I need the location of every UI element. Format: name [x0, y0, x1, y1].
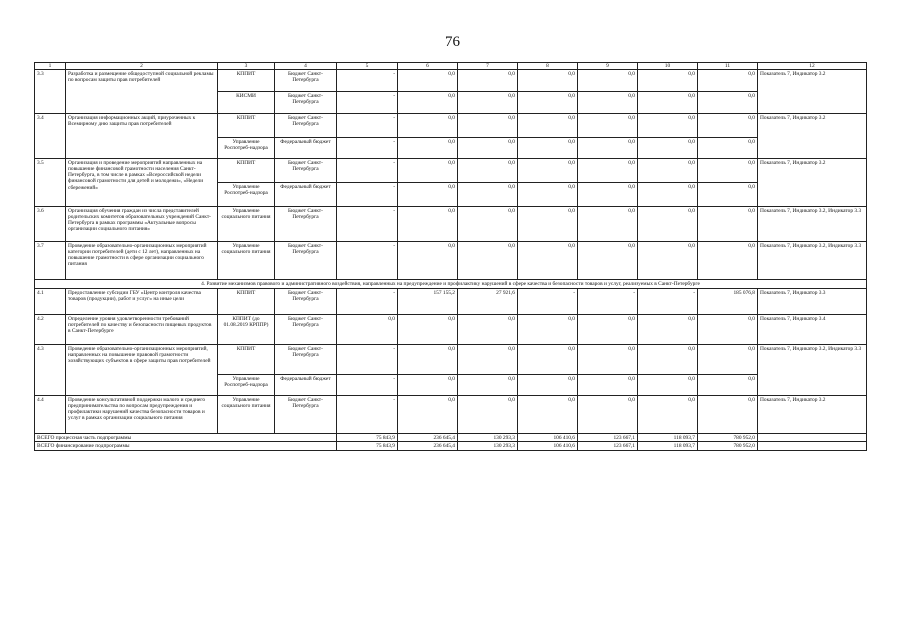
- total-value: 118 093,7: [638, 442, 698, 450]
- value-cell: 0,0: [398, 70, 458, 92]
- total-value: 106 410,6: [518, 442, 578, 450]
- value-cell: 0,0: [518, 396, 578, 434]
- value-cell: -: [518, 289, 578, 315]
- value-cell: 0,0: [518, 315, 578, 345]
- table-row: [35, 242, 867, 280]
- activity-name: Определение уровня удовлетворенности требований потребителей по качеству и безопасности пищевых продуктов в Санкт-Петербурге: [66, 315, 218, 345]
- funding-source: Бюджет Санкт-Петербурга: [275, 92, 337, 114]
- header-cell: 1: [35, 63, 66, 70]
- value-cell: 0,0: [518, 375, 578, 396]
- header-cell: 6: [398, 63, 458, 70]
- total-value: 123 667,1: [578, 434, 638, 442]
- row-number: 4.1: [35, 289, 66, 315]
- executor: КППИТ: [218, 289, 275, 315]
- total-value: 123 667,1: [578, 442, 638, 450]
- executor: Управление социального питания: [218, 396, 275, 434]
- value-cell: 0,0: [638, 315, 698, 345]
- total-value: 75 843,9: [337, 442, 398, 450]
- value-cell: -: [337, 289, 398, 315]
- table-row: [35, 70, 867, 92]
- value-cell: 0,0: [458, 114, 518, 138]
- header-row: [35, 63, 867, 70]
- funding-source: Бюджет Санкт-Петербурга: [275, 70, 337, 92]
- header-cell: 4: [275, 63, 337, 70]
- value-cell: 0,0: [698, 396, 758, 434]
- funding-source: Бюджет Санкт-Петербурга: [275, 242, 337, 280]
- row-number: 4.3: [35, 345, 66, 396]
- row-number: 3.3: [35, 70, 66, 114]
- value-cell: 0,0: [578, 114, 638, 138]
- indicator-cell: Показатель 7, Индикатор 3.2, Индикатор 3.3: [758, 207, 867, 242]
- value-cell: 0,0: [578, 242, 638, 280]
- value-cell: 0,0: [578, 70, 638, 92]
- row-number: 3.4: [35, 114, 66, 159]
- total-value: 130 293,3: [458, 434, 518, 442]
- header-cell: 9: [578, 63, 638, 70]
- value-cell: -: [337, 114, 398, 138]
- value-cell: 0,0: [638, 114, 698, 138]
- value-cell: 0,0: [638, 138, 698, 159]
- value-cell: 0,0: [578, 207, 638, 242]
- executor: КППИТ: [218, 70, 275, 92]
- value-cell: 0,0: [518, 183, 578, 207]
- value-cell: 0,0: [518, 138, 578, 159]
- indicator-cell: Показатель 7, Индикатор 3.4: [758, 315, 867, 345]
- row-number: 4.4: [35, 396, 66, 434]
- value-cell: 0,0: [578, 183, 638, 207]
- value-cell: 185 076,8: [698, 289, 758, 315]
- table-row: [35, 289, 867, 315]
- value-cell: 0,0: [458, 207, 518, 242]
- value-cell: 0,0: [398, 92, 458, 114]
- indicator-cell: Показатель 7, Индикатор 3.2, Индикатор 3.3: [758, 345, 867, 396]
- value-cell: -: [337, 70, 398, 92]
- value-cell: 0,0: [518, 114, 578, 138]
- section-title: 4. Развитие механизмов правового и административного воздействия, направленных на предупреждение и профилактику нарушений в сфере качества и безопасности товаров и услуг, реализуемых в Санкт-Петербурге: [35, 280, 867, 289]
- empty-cell: [758, 442, 867, 450]
- activity-name: Организация обучения граждан из числа представителей родительских комитетов образовательных учреждений Санкт-Петербурга в рамках программы «Актуальные вопросы организации социального питания»: [66, 207, 218, 242]
- header-cell: 8: [518, 63, 578, 70]
- table-row: [35, 315, 867, 345]
- value-cell: 0,0: [398, 315, 458, 345]
- total-value: 780 952,0: [698, 442, 758, 450]
- value-cell: -: [337, 396, 398, 434]
- funding-source: Федеральный бюджет: [275, 138, 337, 159]
- value-cell: 0,0: [638, 242, 698, 280]
- value-cell: 0,0: [458, 345, 518, 375]
- activity-name: Проведение образовательно-организационных мероприятий, направленных на повышение правовой грамотности хозяйствующих субъектов в сфере защиты прав потребителей: [66, 345, 218, 396]
- executor: Управление Роспотреб-надзора: [218, 138, 275, 159]
- funding-source: Бюджет Санкт-Петербурга: [275, 345, 337, 375]
- total-row-financing: [35, 442, 867, 450]
- table-row: [35, 396, 867, 434]
- header-cell: 7: [458, 63, 518, 70]
- total-value: 236 645,4: [398, 434, 458, 442]
- value-cell: 0,0: [638, 92, 698, 114]
- total-value: 780 952,0: [698, 434, 758, 442]
- value-cell: 0,0: [578, 396, 638, 434]
- value-cell: 0,0: [578, 159, 638, 183]
- total-value: 130 293,3: [458, 442, 518, 450]
- value-cell: 0,0: [698, 345, 758, 375]
- executor: Управление социального питания: [218, 207, 275, 242]
- value-cell: 0,0: [518, 242, 578, 280]
- row-number: 3.5: [35, 159, 66, 207]
- program-table: [34, 62, 867, 451]
- activity-name: Предоставление субсидии ГБУ «Центр контроля качества товаров (продукции), работ и услуг» на иные цели: [66, 289, 218, 315]
- header-cell: 10: [638, 63, 698, 70]
- total-value: 236 645,4: [398, 442, 458, 450]
- value-cell: 0,0: [578, 138, 638, 159]
- value-cell: 0,0: [458, 138, 518, 159]
- value-cell: 0,0: [578, 315, 638, 345]
- row-number: 3.7: [35, 242, 66, 280]
- value-cell: 0,0: [518, 92, 578, 114]
- header-cell: 3: [218, 63, 275, 70]
- value-cell: 0,0: [578, 375, 638, 396]
- value-cell: 0,0: [638, 159, 698, 183]
- value-cell: 0,0: [398, 159, 458, 183]
- executor: КППИТ: [218, 114, 275, 138]
- value-cell: 0,0: [518, 159, 578, 183]
- row-number: 3.6: [35, 207, 66, 242]
- page-number: 76: [445, 34, 460, 50]
- executor: Управление Роспотреб-надзора: [218, 183, 275, 207]
- total-label: ВСЕГО финансирование подпрограммы: [35, 442, 337, 450]
- activity-name: Организация информационных акций, приуроченных к Всемирному дню защиты прав потребителей: [66, 114, 218, 159]
- executor: КППИТ (до 01.08.2019 КРППР): [218, 315, 275, 345]
- value-cell: 0,0: [458, 315, 518, 345]
- total-value: 106 410,6: [518, 434, 578, 442]
- header-cell: 5: [337, 63, 398, 70]
- value-cell: 0,0: [337, 315, 398, 345]
- indicator-cell: Показатель 7, Индикатор 3.2: [758, 396, 867, 434]
- value-cell: 0,0: [398, 207, 458, 242]
- value-cell: -: [638, 289, 698, 315]
- value-cell: 0,0: [458, 159, 518, 183]
- value-cell: 0,0: [578, 345, 638, 375]
- executor: КППИТ: [218, 345, 275, 375]
- value-cell: 0,0: [458, 70, 518, 92]
- indicator-cell: Показатель 7, Индикатор 3.2: [758, 114, 867, 159]
- executor: КППИТ: [218, 159, 275, 183]
- value-cell: 0,0: [518, 70, 578, 92]
- table-row: [35, 207, 867, 242]
- funding-source: Бюджет Санкт-Петербурга: [275, 315, 337, 345]
- value-cell: -: [337, 375, 398, 396]
- value-cell: 0,0: [698, 114, 758, 138]
- value-cell: 0,0: [698, 138, 758, 159]
- value-cell: 0,0: [698, 159, 758, 183]
- value-cell: 0,0: [398, 345, 458, 375]
- value-cell: 0,0: [458, 242, 518, 280]
- total-value: 118 093,7: [638, 434, 698, 442]
- value-cell: 0,0: [698, 92, 758, 114]
- funding-source: Федеральный бюджет: [275, 183, 337, 207]
- row-number: 4.2: [35, 315, 66, 345]
- total-label: ВСЕГО процессная часть подпрограммы: [35, 434, 337, 442]
- funding-source: Бюджет Санкт-Петербурга: [275, 289, 337, 315]
- indicator-cell: Показатель 7, Индикатор 3.2: [758, 70, 867, 114]
- value-cell: -: [578, 289, 638, 315]
- value-cell: 0,0: [638, 345, 698, 375]
- value-cell: 0,0: [638, 207, 698, 242]
- funding-source: Федеральный бюджет: [275, 375, 337, 396]
- funding-source: Бюджет Санкт-Петербурга: [275, 159, 337, 183]
- value-cell: 0,0: [398, 396, 458, 434]
- activity-name: Организация и проведение мероприятий направленных на повышение финансовой грамотности населения Санкт-Петербурга, в том числе в рамках «Всероссийской недели финансовой грамотности для детей и молодежи», «Недели сбережений»: [66, 159, 218, 207]
- value-cell: -: [337, 92, 398, 114]
- empty-cell: [758, 434, 867, 442]
- value-cell: 0,0: [458, 92, 518, 114]
- value-cell: 157 155,2: [398, 289, 458, 315]
- value-cell: 0,0: [398, 375, 458, 396]
- table-row: [35, 345, 867, 375]
- funding-source: Бюджет Санкт-Петербурга: [275, 207, 337, 242]
- value-cell: -: [337, 183, 398, 207]
- total-row-process: [35, 434, 867, 442]
- value-cell: -: [337, 207, 398, 242]
- executor: КИСМИ: [218, 92, 275, 114]
- value-cell: 0,0: [698, 70, 758, 92]
- value-cell: 0,0: [518, 345, 578, 375]
- activity-name: Разработка и размещение общедоступной социальной рекламы по вопросам защиты прав потребителей: [66, 70, 218, 114]
- executor: Управление Роспотреб-надзора: [218, 375, 275, 396]
- funding-source: Бюджет Санкт-Петербурга: [275, 396, 337, 434]
- value-cell: 0,0: [638, 375, 698, 396]
- executor: Управление социального питания: [218, 242, 275, 280]
- value-cell: 0,0: [518, 207, 578, 242]
- section-header-row: [35, 280, 867, 289]
- value-cell: 0,0: [458, 375, 518, 396]
- value-cell: 0,0: [698, 315, 758, 345]
- value-cell: 0,0: [698, 183, 758, 207]
- header-cell: 12: [758, 63, 867, 70]
- value-cell: 0,0: [578, 92, 638, 114]
- indicator-cell: Показатель 7, Индикатор 3.2: [758, 159, 867, 207]
- header-cell: 2: [66, 63, 218, 70]
- value-cell: 0,0: [398, 242, 458, 280]
- value-cell: 0,0: [698, 207, 758, 242]
- value-cell: 0,0: [638, 70, 698, 92]
- value-cell: 0,0: [398, 183, 458, 207]
- value-cell: 0,0: [698, 242, 758, 280]
- activity-name: Проведение консультативной поддержки малого и среднего предпринимательства по вопросам предупреждения и профилактики нарушений качества безопасности товаров и услуг в рамках организации социального питания: [66, 396, 218, 434]
- value-cell: 27 921,6: [458, 289, 518, 315]
- value-cell: 0,0: [458, 183, 518, 207]
- funding-source: Бюджет Санкт-Петербурга: [275, 114, 337, 138]
- indicator-cell: Показатель 7, Индикатор 3.2, Индикатор 3.3: [758, 242, 867, 280]
- value-cell: 0,0: [458, 396, 518, 434]
- value-cell: -: [337, 345, 398, 375]
- value-cell: -: [337, 159, 398, 183]
- value-cell: 0,0: [398, 114, 458, 138]
- value-cell: -: [337, 242, 398, 280]
- indicator-cell: Показатель 7, Индикатор 3.3: [758, 289, 867, 315]
- value-cell: -: [337, 138, 398, 159]
- value-cell: 0,0: [398, 138, 458, 159]
- table-row: [35, 114, 867, 138]
- total-value: 75 843,9: [337, 434, 398, 442]
- activity-name: Проведение образовательно-организационных мероприятий категории потребителей (дети с 12 лет), направленных на повышение грамотности в сфере организации социального питания: [66, 242, 218, 280]
- value-cell: 0,0: [638, 396, 698, 434]
- table-row: [35, 159, 867, 183]
- value-cell: 0,0: [638, 183, 698, 207]
- header-cell: 11: [698, 63, 758, 70]
- value-cell: 0,0: [698, 375, 758, 396]
